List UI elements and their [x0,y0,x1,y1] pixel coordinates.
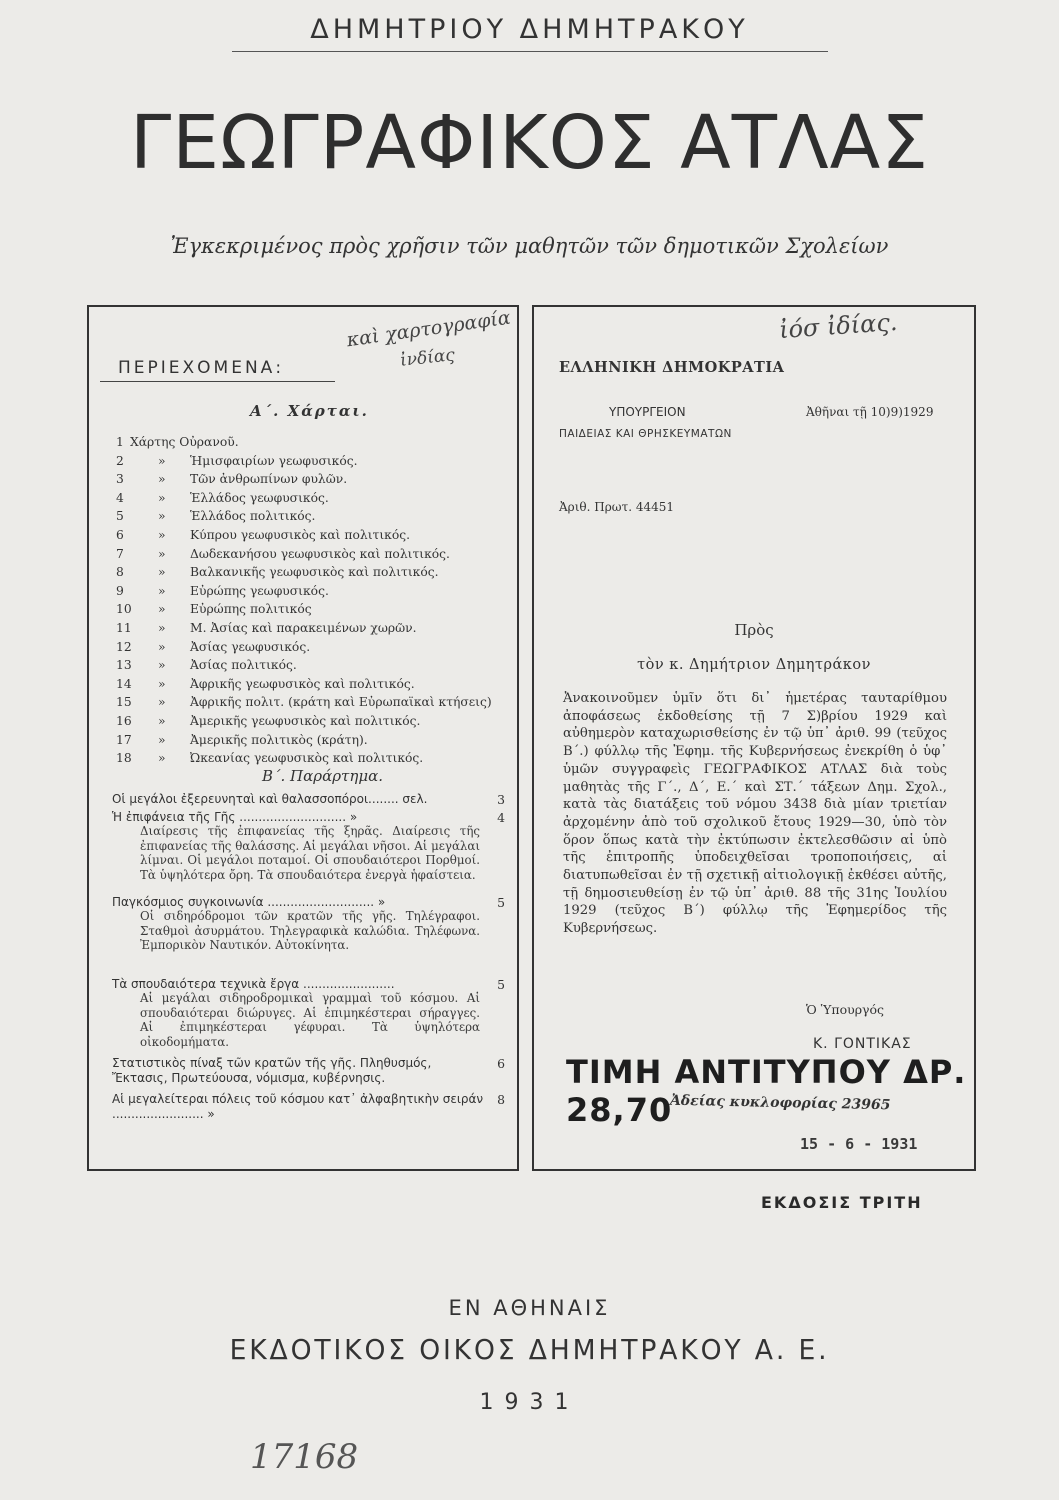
map-title: Χάρτης Οὐρανοῦ. [130,435,239,449]
ditto-mark: » [158,676,166,691]
map-number: 10 [116,602,132,617]
appendix-entry [112,792,505,806]
map-entry [116,565,516,583]
map-entry [116,733,516,751]
ditto-mark: » [158,546,166,561]
minister-label: Ὁ Ὑπουργός [806,1002,885,1017]
map-number: 4 [116,490,124,505]
imprint-year: 1931 [479,1390,580,1415]
ditto-mark: » [158,583,166,598]
appendix-entry [112,1056,505,1086]
map-entry [116,435,516,453]
contents-heading: ΠΕΡΙΕΧΟΜΕΝΑ: [118,358,285,378]
map-number: 2 [116,453,124,468]
appendix-title: Αἱ μεγαλείτεραι πόλεις τοῦ κόσμου κατ᾿ ἀλφαβητικὴν σειράν ........................ » [112,1092,484,1121]
map-entry [116,491,516,509]
author-rule [232,51,828,52]
book-title: ΓΕΩΓΡΑΦΙΚΟΣ ΑΤΛΑΣ [130,100,929,186]
appendix-entry [112,810,505,882]
ditto-mark: » [158,621,166,635]
appendix-detail: Διαίρεσις τῆς ἐπιφανείας τῆς ξηρᾶς. Διαίρεσις τῆς ἐπιφανείας τῆς θαλάσσης. Αἱ μεγάλαι νῆσοι. Αἱ μεγάλαι λίμναι. Οἱ μεγάλοι ποταμοί. Οἱ σπουδαιότεροι Πορθμοί. Τὰ ὑψηλότερα ὄρη. Τὰ σπουδαιότερα ἐνεργὰ ἡφαίστεια. [140,824,480,882]
map-title: Μ. Ἀσίας καὶ παρακειμένων χωρῶν. [190,621,417,635]
map-title: Βαλκανικῆς γεωφυσικὸς καὶ πολιτικός. [190,565,439,580]
appendix-entry [112,977,505,1049]
date-stamp: 15 - 6 - 1931 [800,1135,918,1153]
map-number: 17 [116,732,132,747]
appendix-page: 6 [497,1056,505,1071]
appendix-entry [112,895,505,953]
state-heading: ΕΛΛΗΝΙΚΗ ΔΗΜΟΚΡΑΤΙΑ [559,359,785,376]
ditto-mark: » [158,509,166,524]
map-number: 9 [116,583,124,598]
ditto-mark: » [158,472,166,487]
map-entry [116,677,516,695]
handwritten-note-right: ἰόσ ἰδίας. [778,307,899,345]
ditto-mark: » [158,639,166,654]
map-entry [116,640,516,658]
catalog-number: 17168 [250,1437,359,1477]
appendix-detail: Αἱ μεγάλαι σιδηροδρομικαὶ γραμμαὶ τοῦ κόσμου. Αἱ σπουδαιότεραι διώρυγες. Αἱ ἐπιμηκέστεραι σήραγγες. Αἱ ἐπιμηκέστεραι γέφυραι. Τὰ ὑψηλότερα οἰκοδομήματα. [140,991,480,1049]
appendix-page: 8 [497,1092,505,1107]
ditto-mark: » [158,714,166,728]
letter-body: Ἀνακοινοῦμεν ὑμῖν ὅτι δι᾿ ἡμετέρας ταυταρίθμου ἀποφάσεως ἐκδοθείσης τῇ 7 Σ)βρίου 1929 καὶ αὐθημερὸν καταχωρισθείσης ἐν τῷ ὑπ᾿ ἀριθ. 99 (τεῦχος Β΄.) φύλλῳ τῆς Ἐφημ. τῆς Κυβερνήσεως ἐνεκρίθη ὁ ὑφ᾿ ὑμῶν συγγραφεὶς ΓΕΩΓΡΑΦΙΚΟΣ ΑΤΛΑΣ διὰ τοὺς μαθητὰς τῆς Γ΄., Δ΄, Ε.΄ καὶ ΣΤ.΄ τάξεων Δημ. Σχολ., κατὰ τὰς διατάξεις τοῦ νόμου 3438 διὰ μίαν τριετίαν ἀρχομένην ἀπὸ τοῦ σχολικοῦ ἔτους 1929—30, ὑπὸ τὸν ὅρον ὅπως κατὰ τὴν ἐκτύπωσιν ἐκτελεσθῶσιν αἱ ὑπὸ τῆς ἐπιτροπῆς ὑποδειχθεῖσαι τροποποιήσεις, αἱ διατυπωθεῖσαι ἐν τῇ σχετικῇ αἰτιολογικῇ ἐκθέσει αὐτῆς, τῇ δημοσιευθείσῃ ἐν τῷ ὑπ᾿ ἀριθ. 88 τῆς 31ης Ἰουλίου 1929 (τεῦχος Β΄) φύλλῳ τῆς Ἐφημερίδος τῆς Κυβερνήσεως. [563,691,947,937]
map-title: Εὐρώπης γεωφυσικός. [190,583,329,598]
appendix-page: 3 [497,792,505,807]
map-entry [116,528,516,546]
map-title: Ἀσίας γεωφυσικός. [190,639,311,654]
map-number: 15 [116,695,132,710]
map-number: 13 [116,658,132,673]
map-entry [116,454,516,472]
map-entry [116,695,516,713]
map-entry [116,472,516,490]
map-title: Ἀφρικῆς πολιτ. (κράτη καὶ Εὐρωπαϊκαὶ κτήσεις) [190,695,492,710]
map-number: 16 [116,714,132,728]
map-title: Ὠκεανίας γεωφυσικὸς καὶ πολιτικός. [190,751,424,766]
map-number: 1 [116,435,124,449]
appendix-detail: Οἱ σιδηρόδρομοι τῶν κρατῶν τῆς γῆς. Τηλέγραφοι. Σταθμοὶ ἀσυρμάτου. Τηλεγραφικὰ καλώδια. Τηλέφωνα. Ἐμπορικὸν Ναυτικόν. Αὐτοκίνητα. [140,909,480,952]
map-entry [116,547,516,565]
letter-recipient: τὸν κ. Δημήτριον Δημητράκον [637,657,871,673]
letter-to: Πρὸς [734,621,774,639]
map-number: 14 [116,676,132,691]
book-subtitle: Ἐγκεκριμένος πρὸς χρῆσιν τῶν μαθητῶν τῶν δημοτικῶν Σχολείων [170,234,889,258]
map-title: Ἀμερικῆς πολιτικὸς (κράτη). [190,732,368,747]
ditto-mark: » [158,602,166,617]
ministry-line-2: ΠΑΙΔΕΙΑΣ ΚΑΙ ΘΡΗΣΚΕΥΜΑΤΩΝ [559,428,732,440]
section-b-heading: Β΄. Παράρτημα. [262,767,383,785]
map-title: Ἀμερικῆς γεωφυσικὸς καὶ πολιτικός. [190,714,421,728]
map-number: 5 [116,509,124,524]
imprint-publisher: ΕΚΔΟΤΙΚΟΣ ΟΙΚΟΣ ΔΗΜΗΤΡΑΚΟΥ Α. Ε. [229,1333,830,1366]
map-entry [116,658,516,676]
handwritten-note-2: ἰνδίας [399,345,456,371]
ministry-line-1: ΥΠΟΥΡΓΕΙΟΝ [609,405,686,419]
ditto-mark: » [158,453,166,468]
appendix-title: Ἡ ἐπιφάνεια τῆς Γῆς ............................ » [112,810,358,824]
contents-rule [100,381,335,382]
appendix-page: 5 [497,977,505,992]
appendix-page: 4 [497,810,505,825]
map-title: Ἀσίας πολιτικός. [190,658,297,673]
ditto-mark: » [158,658,166,673]
edition-label: ΕΚΔΟΣΙΣ ΤΡΙΤΗ [761,1193,923,1212]
map-title: Ἑλλάδος γεωφυσικός. [190,490,329,505]
license-stamp: Ἀδείας κυκλοφορίας 23965 [669,1092,891,1114]
map-number: 7 [116,546,124,561]
price-stamp: ΤΙΜΗ ΑΝΤΙΤΥΠΟΥ ΔΡ. 28,70 [566,1053,967,1129]
appendix-title: Παγκόσμιος συγκοινωνία ............................ » [112,895,386,909]
handwritten-note-1: καὶ χαρτογραφία [345,306,512,352]
map-title: Ἀφρικῆς γεωφυσικὸς καὶ πολιτικός. [190,676,415,691]
map-entry [116,714,516,732]
author-name: ΔΗΜΗΤΡΙΟΥ ΔΗΜΗΤΡΑΚΟΥ [310,14,749,45]
map-number: 3 [116,472,124,487]
appendix-page: 5 [497,895,505,910]
ditto-mark: » [158,751,166,766]
map-number: 12 [116,639,132,654]
map-number: 6 [116,528,124,542]
map-title: Τῶν ἀνθρωπίνων φυλῶν. [190,472,348,487]
map-number: 11 [116,621,132,635]
map-number: 18 [116,751,132,766]
ditto-mark: » [158,565,166,580]
map-title: Εὐρώπης πολιτικός [190,602,312,617]
ditto-mark: » [158,490,166,505]
map-title: Ἡμισφαιρίων γεωφυσικός. [190,453,358,468]
map-entry [116,584,516,602]
protocol-number: Ἀριθ. Πρωτ. 44451 [559,500,675,514]
ditto-mark: » [158,528,166,542]
section-a-heading: Α΄. Χάρται. [250,402,369,420]
ditto-mark: » [158,695,166,710]
appendix-title: Τὰ σπουδαιότερα τεχνικὰ ἔργα ........................ [112,977,395,991]
map-entry [116,602,516,620]
map-entry [116,509,516,527]
appendix-title: Στατιστικὸς πίναξ τῶν κρατῶν τῆς γῆς. Πληθυσμός, Ἔκτασις, Πρωτεύουσα, νόμισμα, κυβέρνησις. [112,1056,432,1085]
appendix-entry [112,1092,505,1122]
imprint-city: ΕΝ ΑΘΗΝΑΙΣ [448,1296,611,1320]
map-number: 8 [116,565,124,580]
map-entry [116,621,516,639]
ditto-mark: » [158,732,166,747]
map-title: Δωδεκανήσου γεωφυσικὸς καὶ πολιτικός. [190,546,450,561]
letter-date: Ἀθῆναι τῇ 10)9)1929 [806,405,934,419]
appendix-title: Οἱ μεγάλοι ἐξερευνηταὶ καὶ θαλασσοπόροι........ σελ. [112,792,428,806]
minister-name: Κ. ΓΟΝΤΙΚΑΣ [813,1036,912,1052]
map-title: Ἑλλάδος πολιτικός. [190,509,316,524]
map-title: Κύπρου γεωφυσικὸς καὶ πολιτικός. [190,528,411,542]
